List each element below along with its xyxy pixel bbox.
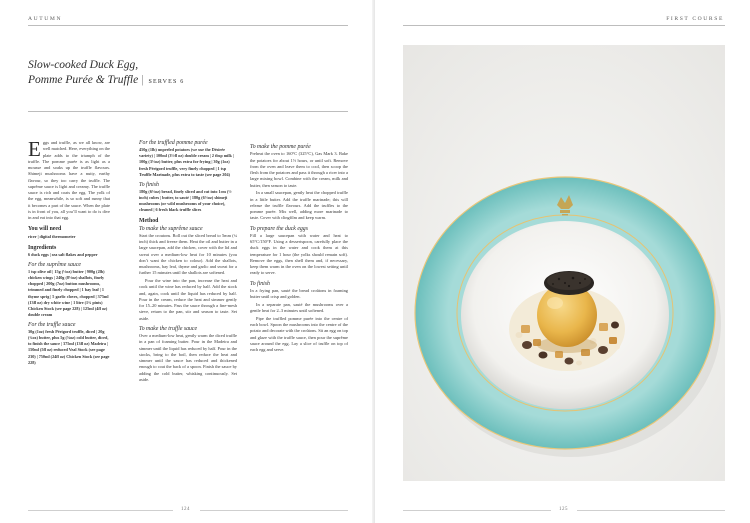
running-head-right: FIRST COURSE (666, 16, 724, 22)
to-finish-ingredients: 180g (6½oz) bread, finely sliced and cut into 1cm (½ inch) cubes | butter, to sauté | 180g (6½oz) shimeji mushrooms (or wild mushrooms of your choice), cleaned | 6 fresh black truffle slices (139, 188, 232, 213)
drop-cap: E (28, 137, 41, 161)
truffle-sauce-heading: For the truffle sauce (28, 321, 76, 328)
folio-rule-left-a (28, 510, 173, 511)
supreme-sauce-ingredients: 1 tsp olive oil | 15g (½oz) butter | 900g (2lb) chicken wings | 240g (8½oz) shallots, finely chopped | 200g (7oz) button mushrooms, trimmed and finely chopped | 1 bay leaf | 1 thyme sprig | 5 garlic cloves, chopped | 375ml (13fl oz) dry white wine | 1 litre (1¾ pints) Chicken Stock (see page 228) | 125ml (4fl oz) double cream (28, 269, 109, 317)
ingredients-heading: Ingredients (28, 244, 57, 251)
truffle-sauce-ingredients: 30g (1oz) fresh Périgord truffle, diced | 20g (¾oz) butter, plus 5g (⅛oz) cold butter, diced, to finish the sauce | 375ml (13fl oz) Madeira | 150ml (5fl oz) reduced Veal Stock (see page 230) | 750ml (24fl oz) Chicken Stock (see page 228) (28, 329, 110, 365)
page-number-right: 125 (559, 507, 568, 512)
running-head-left: AUTUMN (28, 16, 63, 22)
supreme-sauce-heading: For the suprême sauce (28, 261, 81, 268)
method-egg-heading: To prepare the duck eggs (250, 225, 308, 232)
ingredients-main: 6 duck eggs | sea salt flakes and pepper (28, 251, 98, 257)
method-pomme-paragraph-2: In a small saucepan, gently heat the chopped truffle in a little butter. Add the truffle marinade; this will release the truffle flavours. Add the truffles to the pomme purée. Mix well, adding more marinade to taste. Cover with clingfilm and keep warm. (250, 190, 348, 221)
top-rule-left (28, 25, 348, 26)
column-3 (250, 140, 348, 355)
serves-label: SERVES 6 (148, 79, 185, 85)
method-truffle-paragraph-1: Over a medium-low heat, gently warm the diced truffle in a pan of foaming butter. Pour in the Madeira and simmer until the liquid has reduced by half. Pour in the stocks, bring to the boil, then reduce the heat and simmer until the sauce has reduced and thickened enough to coat the back of a spoon. Finish the sauce by adding the cold butter, whisking continuously. Set aside. (139, 333, 237, 382)
recipe-title-line1: Slow-cooked Duck Egg, (28, 59, 139, 71)
folio-rule-right-a (403, 510, 551, 511)
to-finish-ingredients-heading: To finish (139, 181, 159, 188)
method-finish-paragraph-3: Pipe the truffled pomme purée into the centre of each bowl. Spoon the mushrooms into the centre of the potato and decorate with the croûtons. Sit an egg on top and glaze with the truffle sauce, then pour the suprême sauce around the egg. Lay a slice of truffle on top of each egg and serve. (250, 315, 348, 352)
method-supreme-paragraph-2: Pour the wine into the pan, increase the heat and cook until the wine has reduced by half. Add the stock and, again, cook until the liquid has reduced by half. Pour in the cream, reduce the heat and simmer gently for 15–20 minutes. Pass the sauce through a fine-mesh sieve, return to the pan, stir and season to taste. Set aside. (139, 278, 237, 321)
recipe-title-line2: Pomme Purée & Truffle (28, 74, 139, 86)
method-egg-paragraph-1: Fill a large saucepan with water and heat to 65°C/150°F. Using a dessertspoon, carefully place the duck eggs in the water and cook them at this temperature for 1 hour (the yolks should remain soft). Remove the eggs, then shell them and, if necessary, keep them warm in the oven on the lowest setting until ready to serve. (250, 232, 348, 276)
method-supreme-paragraph-1: Start the croutons. Roll out the sliced bread to 5mm (¼ inch) thick and freeze them. Heat the oil and butter in a large saucepan, add the chicken, cover with the lid and sweat over a medium-low heat for 10 minutes (you don’t want the chicken to colour). Add the shallots, mushrooms, bay leaf, thyme and garlic and sweat for a further 15 minutes until the shallots are softened. (139, 232, 237, 276)
title-rule (28, 111, 348, 112)
method-finish-paragraph-2: In a separate pan, sauté the mushrooms over a gentle heat for 2–3 minutes until softened. (250, 301, 348, 313)
you-will-need-text: ricer | digital thermometer (28, 233, 76, 239)
method-finish-heading: To finish (250, 280, 270, 287)
recipe-title (28, 58, 348, 90)
intro-paragraph (28, 137, 111, 221)
top-rule-right (403, 25, 725, 26)
pomme-puree-ingredients: 450g (1lb) unpeeled potatoes (we use the Désirée variety) | 100ml (3½fl oz) double cream | 2 tbsp milk | 100g (3½oz) butter, plus extra for frying | 30g (1oz) fresh Périgord truffle, very finely chopped | 1 tsp Truffle Marinade, plus extra to taste (see page 204) (139, 147, 234, 177)
title-separator: | (141, 74, 144, 86)
dish-photo (403, 45, 725, 481)
folio-rule-left-b (200, 510, 348, 511)
you-will-need-heading: You will need (28, 226, 62, 233)
method-truffle-heading: To make the truffle sauce (139, 325, 198, 332)
duck-egg-plate-illustration (403, 45, 725, 481)
method-heading: Method (139, 218, 159, 225)
method-finish-paragraph-1: In a frying pan, sauté the bread croûtons in foaming butter until crisp and golden. (250, 287, 348, 299)
pomme-puree-heading: For the truffled pomme purée (139, 140, 208, 146)
folio-rule-right-b (577, 510, 725, 511)
page-number-left: 124 (181, 507, 190, 512)
method-pomme-paragraph-1: Preheat the oven to 160°C (325°C), Gas Mark 3. Bake the potatoes for about 1½ hours, or until soft. Remove from the oven and leave them to cool, then scoop the flesh from the potatoes and pass it through a ricer into a large mixing bowl. Combine with the cream, milk and butter, then season to taste. (250, 151, 348, 188)
column-2 (139, 140, 237, 385)
intro-text: ggs and truffle, as we all know, are well matched. Here, everything on the plate adds to the triumph of the truffle. The pomme purée is as light as a mousse and soaks up the truffle flavours. Shimeji mushrooms have a nutty, earthy flavour, so they too carry the truffle. The suprême sauce is light and creamy. The truffle sauce is rich and coats the egg. The yolk of the egg, meanwhile, is so soft and runny that it becomes a part of the sauce. When the plate is in front of you, all you’ll want to do is dive in and eat into that egg. (28, 140, 111, 220)
column-1 (28, 137, 111, 367)
method-pomme-heading: To make the pomme purée (250, 144, 311, 150)
method-supreme-heading: To make the suprême sauce (139, 225, 203, 232)
